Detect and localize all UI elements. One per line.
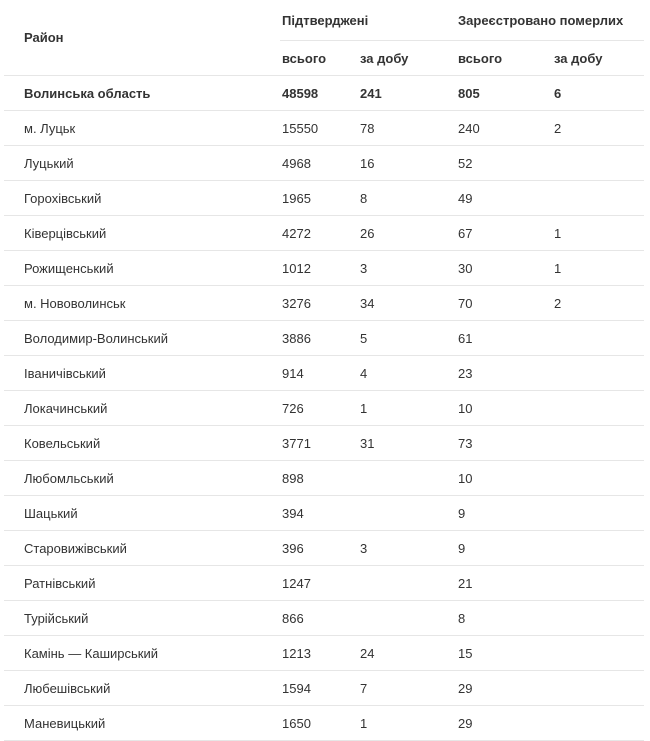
deaths-per-day-cell <box>552 391 644 426</box>
confirmed-total-cell: 4272 <box>280 216 358 251</box>
deaths-per-day-cell <box>552 566 644 601</box>
confirmed-total-cell: 394 <box>280 496 358 531</box>
confirmed-per-day-cell: 1 <box>358 391 456 426</box>
confirmed-total-cell: 1965 <box>280 181 358 216</box>
deaths-per-day-cell <box>552 601 644 636</box>
district-cell: м. Нововолинськ <box>4 286 280 321</box>
deaths-total-cell: 67 <box>456 216 552 251</box>
table-row <box>4 496 644 531</box>
deaths-per-day-cell: 2 <box>552 286 644 321</box>
table-row <box>4 636 644 671</box>
confirmed-total-cell: 1247 <box>280 566 358 601</box>
deaths-total-cell: 10 <box>456 461 552 496</box>
deaths-total-cell: 61 <box>456 321 552 356</box>
deaths-group-header: Зареєстровано померлих <box>456 0 644 41</box>
table-row <box>4 321 644 356</box>
confirmed-per-day-cell <box>358 566 456 601</box>
confirmed-total-cell: 15550 <box>280 111 358 146</box>
table-row <box>4 286 644 321</box>
confirmed-total-cell: 3276 <box>280 286 358 321</box>
table-row <box>4 461 644 496</box>
table-row-region-total <box>4 76 644 111</box>
district-cell: Шацький <box>4 496 280 531</box>
table-row <box>4 181 644 216</box>
confirmed-total-cell: 1213 <box>280 636 358 671</box>
confirmed-per-day-cell: 8 <box>358 181 456 216</box>
table-row <box>4 146 644 181</box>
deaths-per-day-cell <box>552 181 644 216</box>
confirmed-per-day-cell <box>358 461 456 496</box>
deaths-per-day-cell: 1 <box>552 216 644 251</box>
district-cell: Рожищенський <box>4 251 280 286</box>
deaths-per-day-cell: 6 <box>552 76 644 111</box>
table-row <box>4 671 644 706</box>
deaths-per-day-cell: 1 <box>552 251 644 286</box>
deaths-per-day-cell <box>552 426 644 461</box>
confirmed-total-header: всього <box>280 41 358 76</box>
deaths-total-cell: 15 <box>456 636 552 671</box>
district-cell: м. Луцьк <box>4 111 280 146</box>
table-row <box>4 531 644 566</box>
confirmed-per-day-cell <box>358 496 456 531</box>
confirmed-per-day-cell: 3 <box>358 531 456 566</box>
district-cell: Камінь — Каширський <box>4 636 280 671</box>
confirmed-total-cell: 914 <box>280 356 358 391</box>
confirmed-total-cell: 396 <box>280 531 358 566</box>
confirmed-per-day-cell: 241 <box>358 76 456 111</box>
deaths-total-cell: 73 <box>456 426 552 461</box>
deaths-total-cell: 52 <box>456 146 552 181</box>
deaths-per-day-cell <box>552 146 644 181</box>
table-row <box>4 251 644 286</box>
deaths-total-cell: 9 <box>456 531 552 566</box>
district-cell: Любомльський <box>4 461 280 496</box>
confirmed-total-cell: 3771 <box>280 426 358 461</box>
confirmed-per-day-header: за добу <box>358 41 456 76</box>
confirmed-per-day-cell: 34 <box>358 286 456 321</box>
district-cell: Іваничівський <box>4 356 280 391</box>
confirmed-per-day-cell: 26 <box>358 216 456 251</box>
deaths-total-cell: 70 <box>456 286 552 321</box>
deaths-total-cell: 23 <box>456 356 552 391</box>
district-cell: Ківерцівський <box>4 216 280 251</box>
deaths-total-cell: 8 <box>456 601 552 636</box>
confirmed-per-day-cell: 31 <box>358 426 456 461</box>
district-column-header: Район <box>4 0 280 76</box>
district-cell: Маневицький <box>4 706 280 741</box>
table-header <box>4 0 644 76</box>
deaths-per-day-cell <box>552 531 644 566</box>
confirmed-group-header: Підтверджені <box>280 0 456 41</box>
district-cell: Володимир-Волинський <box>4 321 280 356</box>
deaths-total-cell: 29 <box>456 671 552 706</box>
table-row <box>4 356 644 391</box>
district-cell: Волинська область <box>4 76 280 111</box>
district-cell: Старовижівський <box>4 531 280 566</box>
district-cell: Локачинський <box>4 391 280 426</box>
confirmed-total-cell: 1594 <box>280 671 358 706</box>
deaths-total-cell: 240 <box>456 111 552 146</box>
confirmed-per-day-cell: 7 <box>358 671 456 706</box>
deaths-total-cell: 10 <box>456 391 552 426</box>
confirmed-total-cell: 4968 <box>280 146 358 181</box>
deaths-total-cell: 21 <box>456 566 552 601</box>
confirmed-per-day-cell <box>358 601 456 636</box>
table-row <box>4 601 644 636</box>
table-row <box>4 426 644 461</box>
deaths-per-day-cell <box>552 671 644 706</box>
table-row <box>4 216 644 251</box>
confirmed-total-cell: 866 <box>280 601 358 636</box>
confirmed-total-cell: 48598 <box>280 76 358 111</box>
header-row-groups <box>4 0 644 41</box>
confirmed-per-day-cell: 24 <box>358 636 456 671</box>
deaths-total-cell: 29 <box>456 706 552 741</box>
deaths-per-day-cell <box>552 356 644 391</box>
table-row <box>4 391 644 426</box>
table-row <box>4 706 644 741</box>
district-cell: Турійський <box>4 601 280 636</box>
confirmed-total-cell: 1650 <box>280 706 358 741</box>
confirmed-per-day-cell: 5 <box>358 321 456 356</box>
district-cell: Луцький <box>4 146 280 181</box>
table-body <box>4 76 644 741</box>
district-cell: Ковельський <box>4 426 280 461</box>
deaths-total-cell: 805 <box>456 76 552 111</box>
confirmed-per-day-cell: 78 <box>358 111 456 146</box>
deaths-per-day-cell <box>552 321 644 356</box>
deaths-per-day-cell: 2 <box>552 111 644 146</box>
confirmed-per-day-cell: 1 <box>358 706 456 741</box>
confirmed-total-cell: 3886 <box>280 321 358 356</box>
confirmed-per-day-cell: 4 <box>358 356 456 391</box>
covid-stats-table-container <box>4 0 644 741</box>
deaths-per-day-cell <box>552 636 644 671</box>
deaths-total-cell: 9 <box>456 496 552 531</box>
confirmed-per-day-cell: 16 <box>358 146 456 181</box>
deaths-per-day-header: за добу <box>552 41 644 76</box>
table-row <box>4 111 644 146</box>
table-row <box>4 566 644 601</box>
deaths-total-cell: 49 <box>456 181 552 216</box>
confirmed-per-day-cell: 3 <box>358 251 456 286</box>
district-cell: Ратнівський <box>4 566 280 601</box>
confirmed-total-cell: 1012 <box>280 251 358 286</box>
deaths-per-day-cell <box>552 461 644 496</box>
deaths-total-cell: 30 <box>456 251 552 286</box>
deaths-total-header: всього <box>456 41 552 76</box>
district-cell: Любешівський <box>4 671 280 706</box>
district-cell: Горохівський <box>4 181 280 216</box>
covid-stats-table <box>4 0 644 741</box>
deaths-per-day-cell <box>552 496 644 531</box>
confirmed-total-cell: 726 <box>280 391 358 426</box>
confirmed-total-cell: 898 <box>280 461 358 496</box>
deaths-per-day-cell <box>552 706 644 741</box>
